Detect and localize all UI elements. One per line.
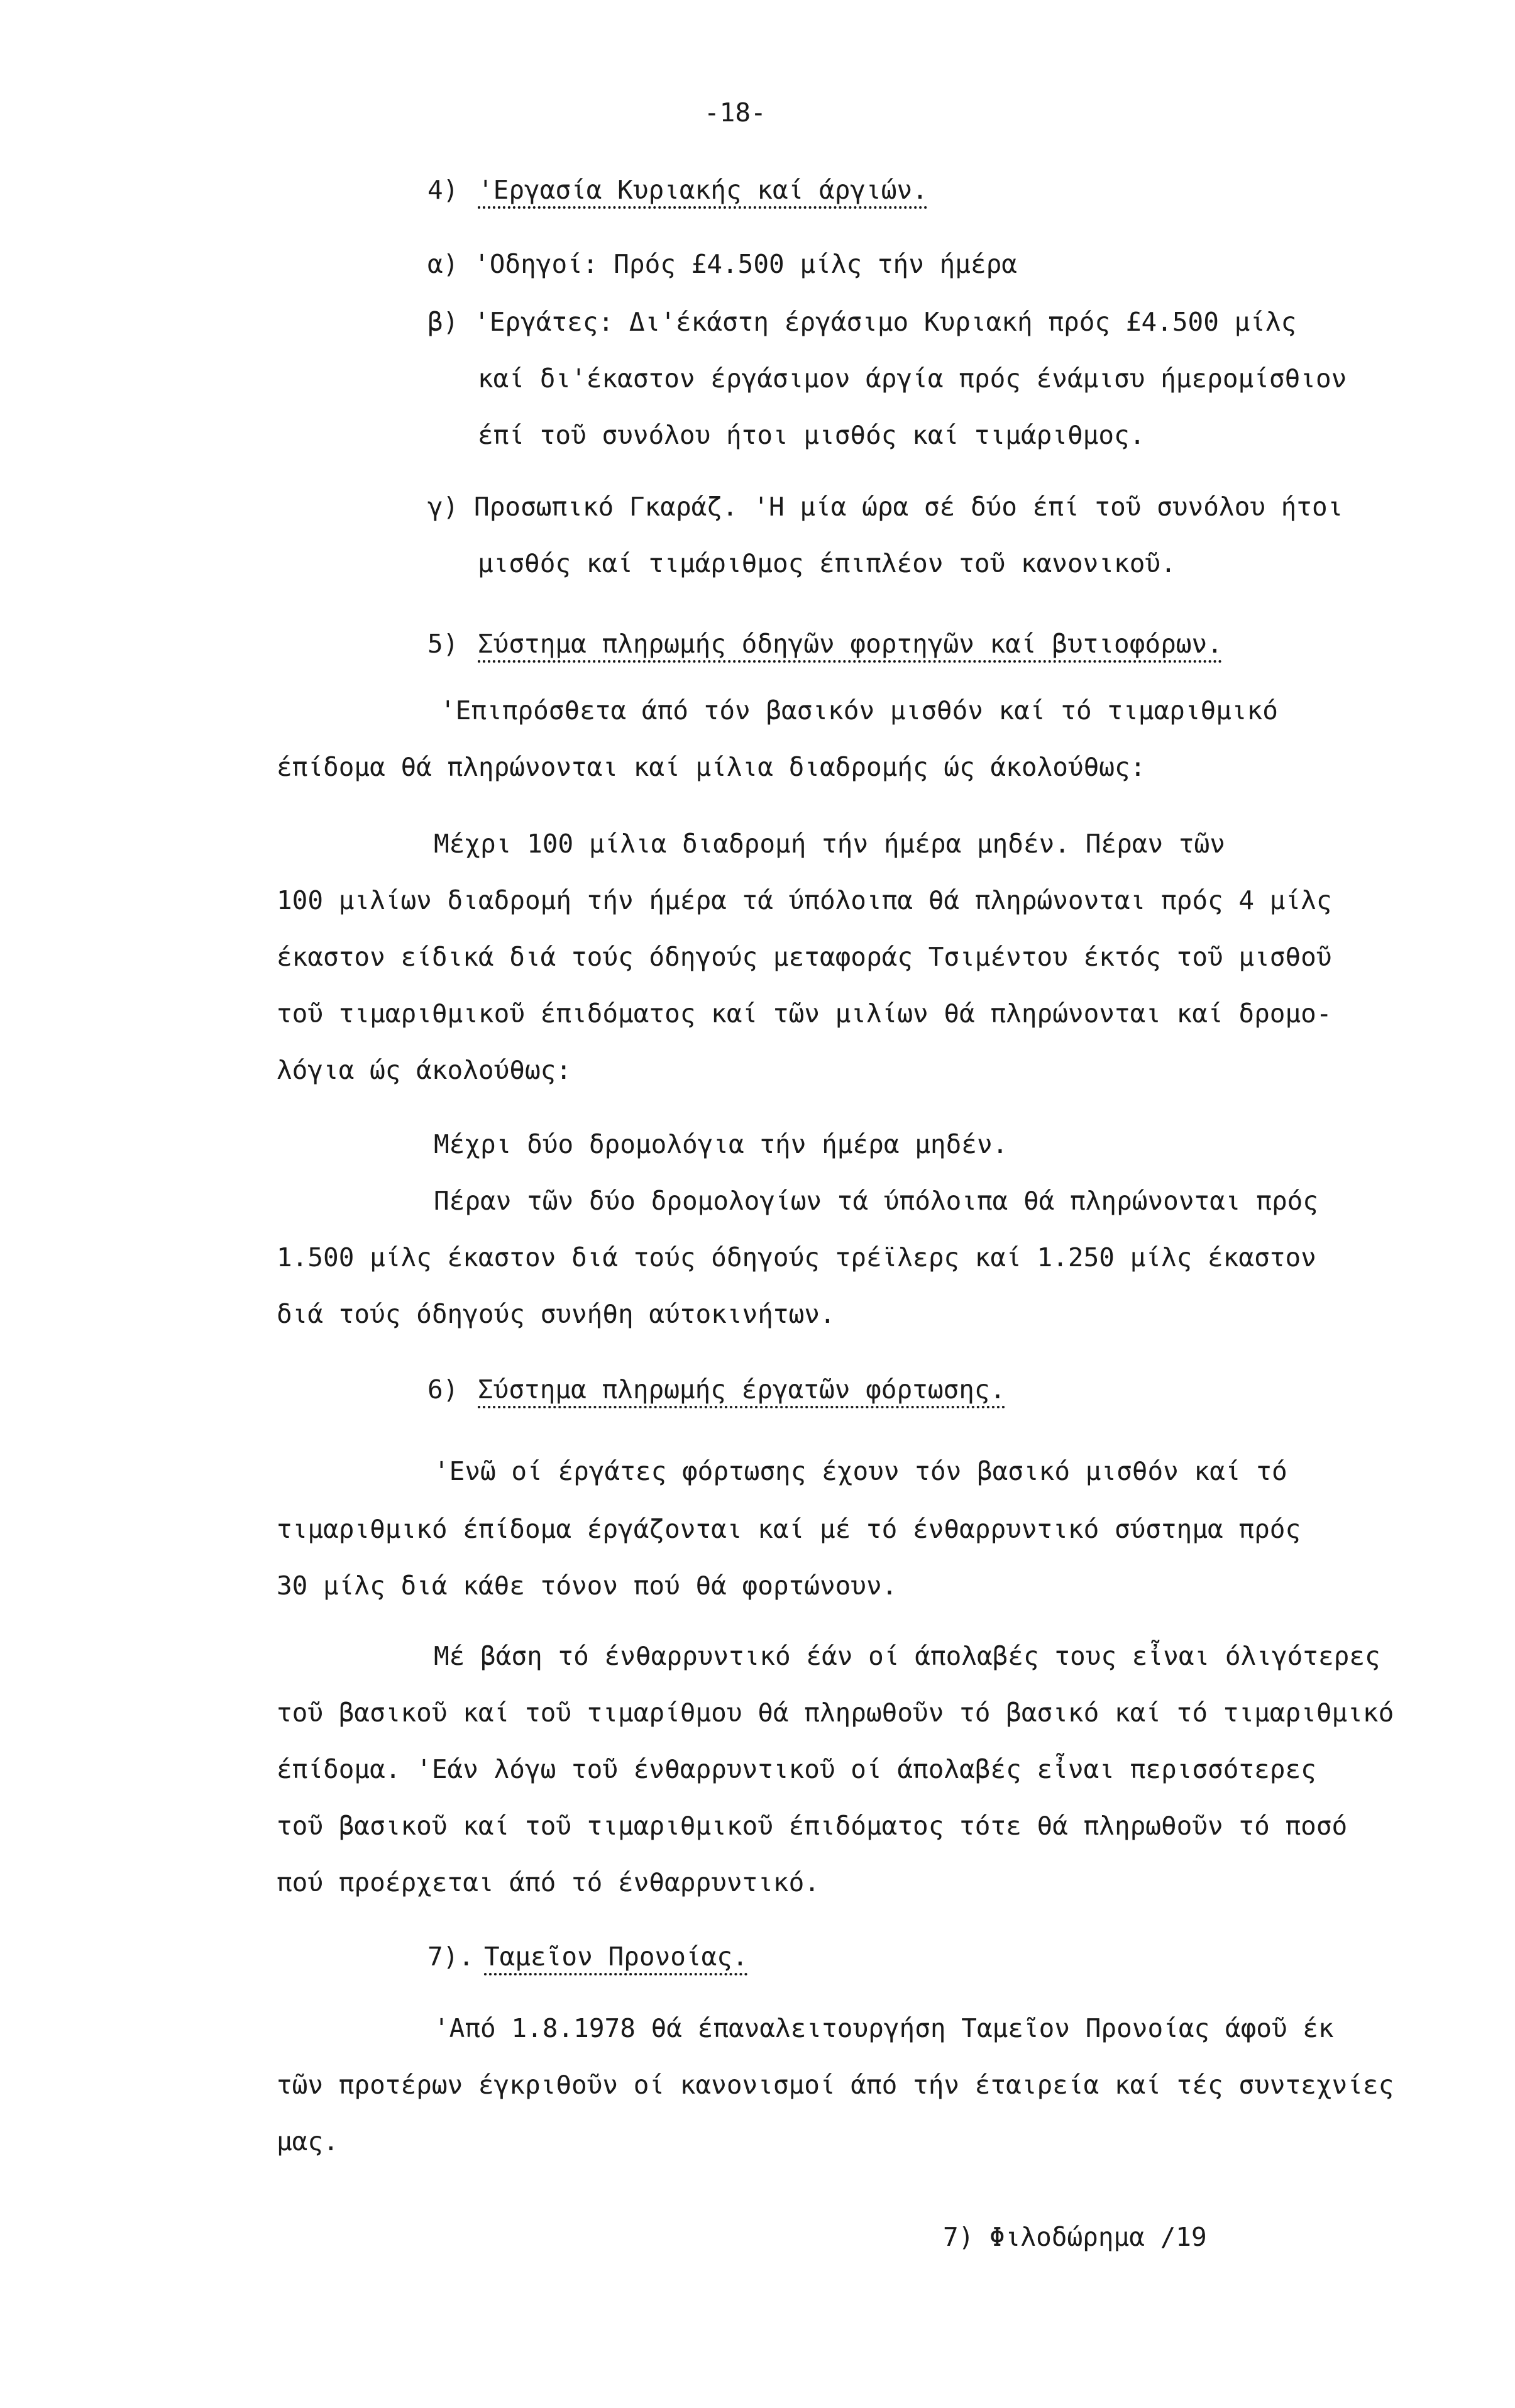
section-6-paragraph-2-line4: τοῦ βασικοῦ καί τοῦ τιμαριθμικοῦ έπιδόματος τότε θά πληρωθοῦν τό ποσό xyxy=(277,1811,1348,1841)
section-4-number: 4) xyxy=(427,175,459,205)
section-5-title: Σύστημα πληρωμής όδηγῶν φορτηγῶν καί βυτιοφόρων. xyxy=(478,629,1223,659)
section-6-paragraph-2-line2: τοῦ βασικοῦ καί τοῦ τιμαρίθμου θά πληρωθοῦν τό βασικό καί τό τιμαριθμικό xyxy=(277,1698,1394,1728)
section-6-paragraph-2-line1: Μέ βάση τό ένθαρρυντικό έάν οί άπολαβές τους εἶναι όλιγότερες xyxy=(434,1641,1380,1671)
section-5-paragraph-2-line2: 100 μιλίων διαδρομή τήν ήμέρα τά ύπόλοιπα θά πληρώνονται πρός 4 μίλς xyxy=(277,885,1332,915)
section-4-title: 'Εργασία Κυριακής καί άργιών. xyxy=(478,175,928,205)
section-5-paragraph-2-line1: Μέχρι 100 μίλια διαδρομή τήν ήμέρα μηδέν. Πέραν τῶν xyxy=(434,829,1225,859)
section-7-paragraph-line2: τῶν προτέρων έγκριθοῦν οί κανονισμοί άπό τήν έταιρεία καί τές συντεχνίες xyxy=(277,2070,1394,2100)
section-6-paragraph-2-line3: έπίδομα. 'Εάν λόγω τοῦ ένθαρρυντικοῦ οί άπολαβές εἶναι περισσότερες xyxy=(277,1754,1316,1784)
section-6-number: 6) xyxy=(427,1374,459,1405)
section-6-paragraph-1-line2: τιμαριθμικό έπίδομα έργάζονται καί μέ τό ένθαρρυντικό σύστημα πρός xyxy=(277,1514,1301,1544)
section-4-item-a: α) 'Οδηγοί: Πρός £4.500 μίλς τήν ήμέρα xyxy=(427,249,1017,279)
section-6-title: Σύστημα πληρωμής έργατῶν φόρτωσης. xyxy=(478,1374,1006,1405)
section-7-title: Ταμεῖον Προνοίας. xyxy=(484,1941,748,1972)
section-7-paragraph-line1: 'Από 1.8.1978 θά έπαναλειτουργήση Ταμεῖον Προνοίας άφοῦ έκ xyxy=(434,2013,1334,2043)
section-5-number: 5) xyxy=(427,629,459,659)
section-5-paragraph-2-line3: έκαστον είδικά διά τούς όδηγούς μεταφοράς Τσιμέντου έκτός τοῦ μισθοῦ xyxy=(277,942,1332,972)
section-6-paragraph-1-line1: 'Ενῶ οί έργάτες φόρτωσης έχουν τόν βασικό μισθόν καί τό xyxy=(434,1456,1287,1486)
section-7-number: 7). xyxy=(427,1941,475,1972)
section-5-paragraph-3-line4: διά τούς όδηγούς συνήθη αύτοκινήτων. xyxy=(277,1299,835,1329)
section-5-paragraph-1-line2: έπίδομα θά πληρώνονται καί μίλια διαδρομής ώς άκολούθως: xyxy=(277,752,1146,782)
section-4-item-c-line2: μισθός καί τιμάριθμος έπιπλέον τοῦ κανονικοῦ. xyxy=(478,548,1176,578)
section-5-paragraph-3-line1: Μέχρι δύο δρομολόγια τήν ήμέρα μηδέν. xyxy=(434,1129,1008,1159)
section-4-item-b-line3: έπί τοῦ συνόλου ήτοι μισθός καί τιμάριθμος. xyxy=(478,420,1145,450)
section-5-paragraph-2-line5: λόγια ώς άκολούθως: xyxy=(277,1055,571,1085)
section-5-paragraph-3-line3: 1.500 μίλς έκαστον διά τούς όδηγούς τρέϊλερς καί 1.250 μίλς έκαστον xyxy=(277,1242,1316,1273)
section-4-item-b-line1: β) 'Εργάτες: Δι'έκάστη έργάσιμο Κυριακή πρός £4.500 μίλς xyxy=(427,307,1297,337)
section-6-paragraph-1-line3: 30 μίλς διά κάθε τόνον πού θά φορτώνουν. xyxy=(277,1571,898,1601)
section-5-paragraph-1-line1: 'Επιπρόσθετα άπό τόν βασικόν μισθόν καί τό τιμαριθμικό xyxy=(440,695,1278,726)
section-6-paragraph-2-line5: πού προέρχεται άπό τό ένθαρρυντικό. xyxy=(277,1867,820,1897)
section-7-paragraph-line3: μας. xyxy=(277,2126,339,2157)
section-5-paragraph-3-line2: Πέραν τῶν δύο δρομολογίων τά ύπόλοιπα θά πληρώνονται πρός xyxy=(434,1186,1318,1216)
section-4-item-c-line1: γ) Προσωπικό Γκαράζ. 'Η μία ώρα σέ δύο έπί τοῦ συνόλου ήτοι xyxy=(427,492,1343,522)
page-number: -18- xyxy=(704,97,766,128)
section-4-item-b-line2: καί δι'έκαστον έργάσιμον άργία πρός ένάμισυ ήμερομίσθιον xyxy=(478,363,1347,394)
continuation-note: 7) Φιλοδώρημα /19 xyxy=(943,2222,1207,2252)
section-5-paragraph-2-line4: τοῦ τιμαριθμικοῦ έπιδόματος καί τῶν μιλίων θά πληρώνονται καί δρομο- xyxy=(277,998,1332,1029)
